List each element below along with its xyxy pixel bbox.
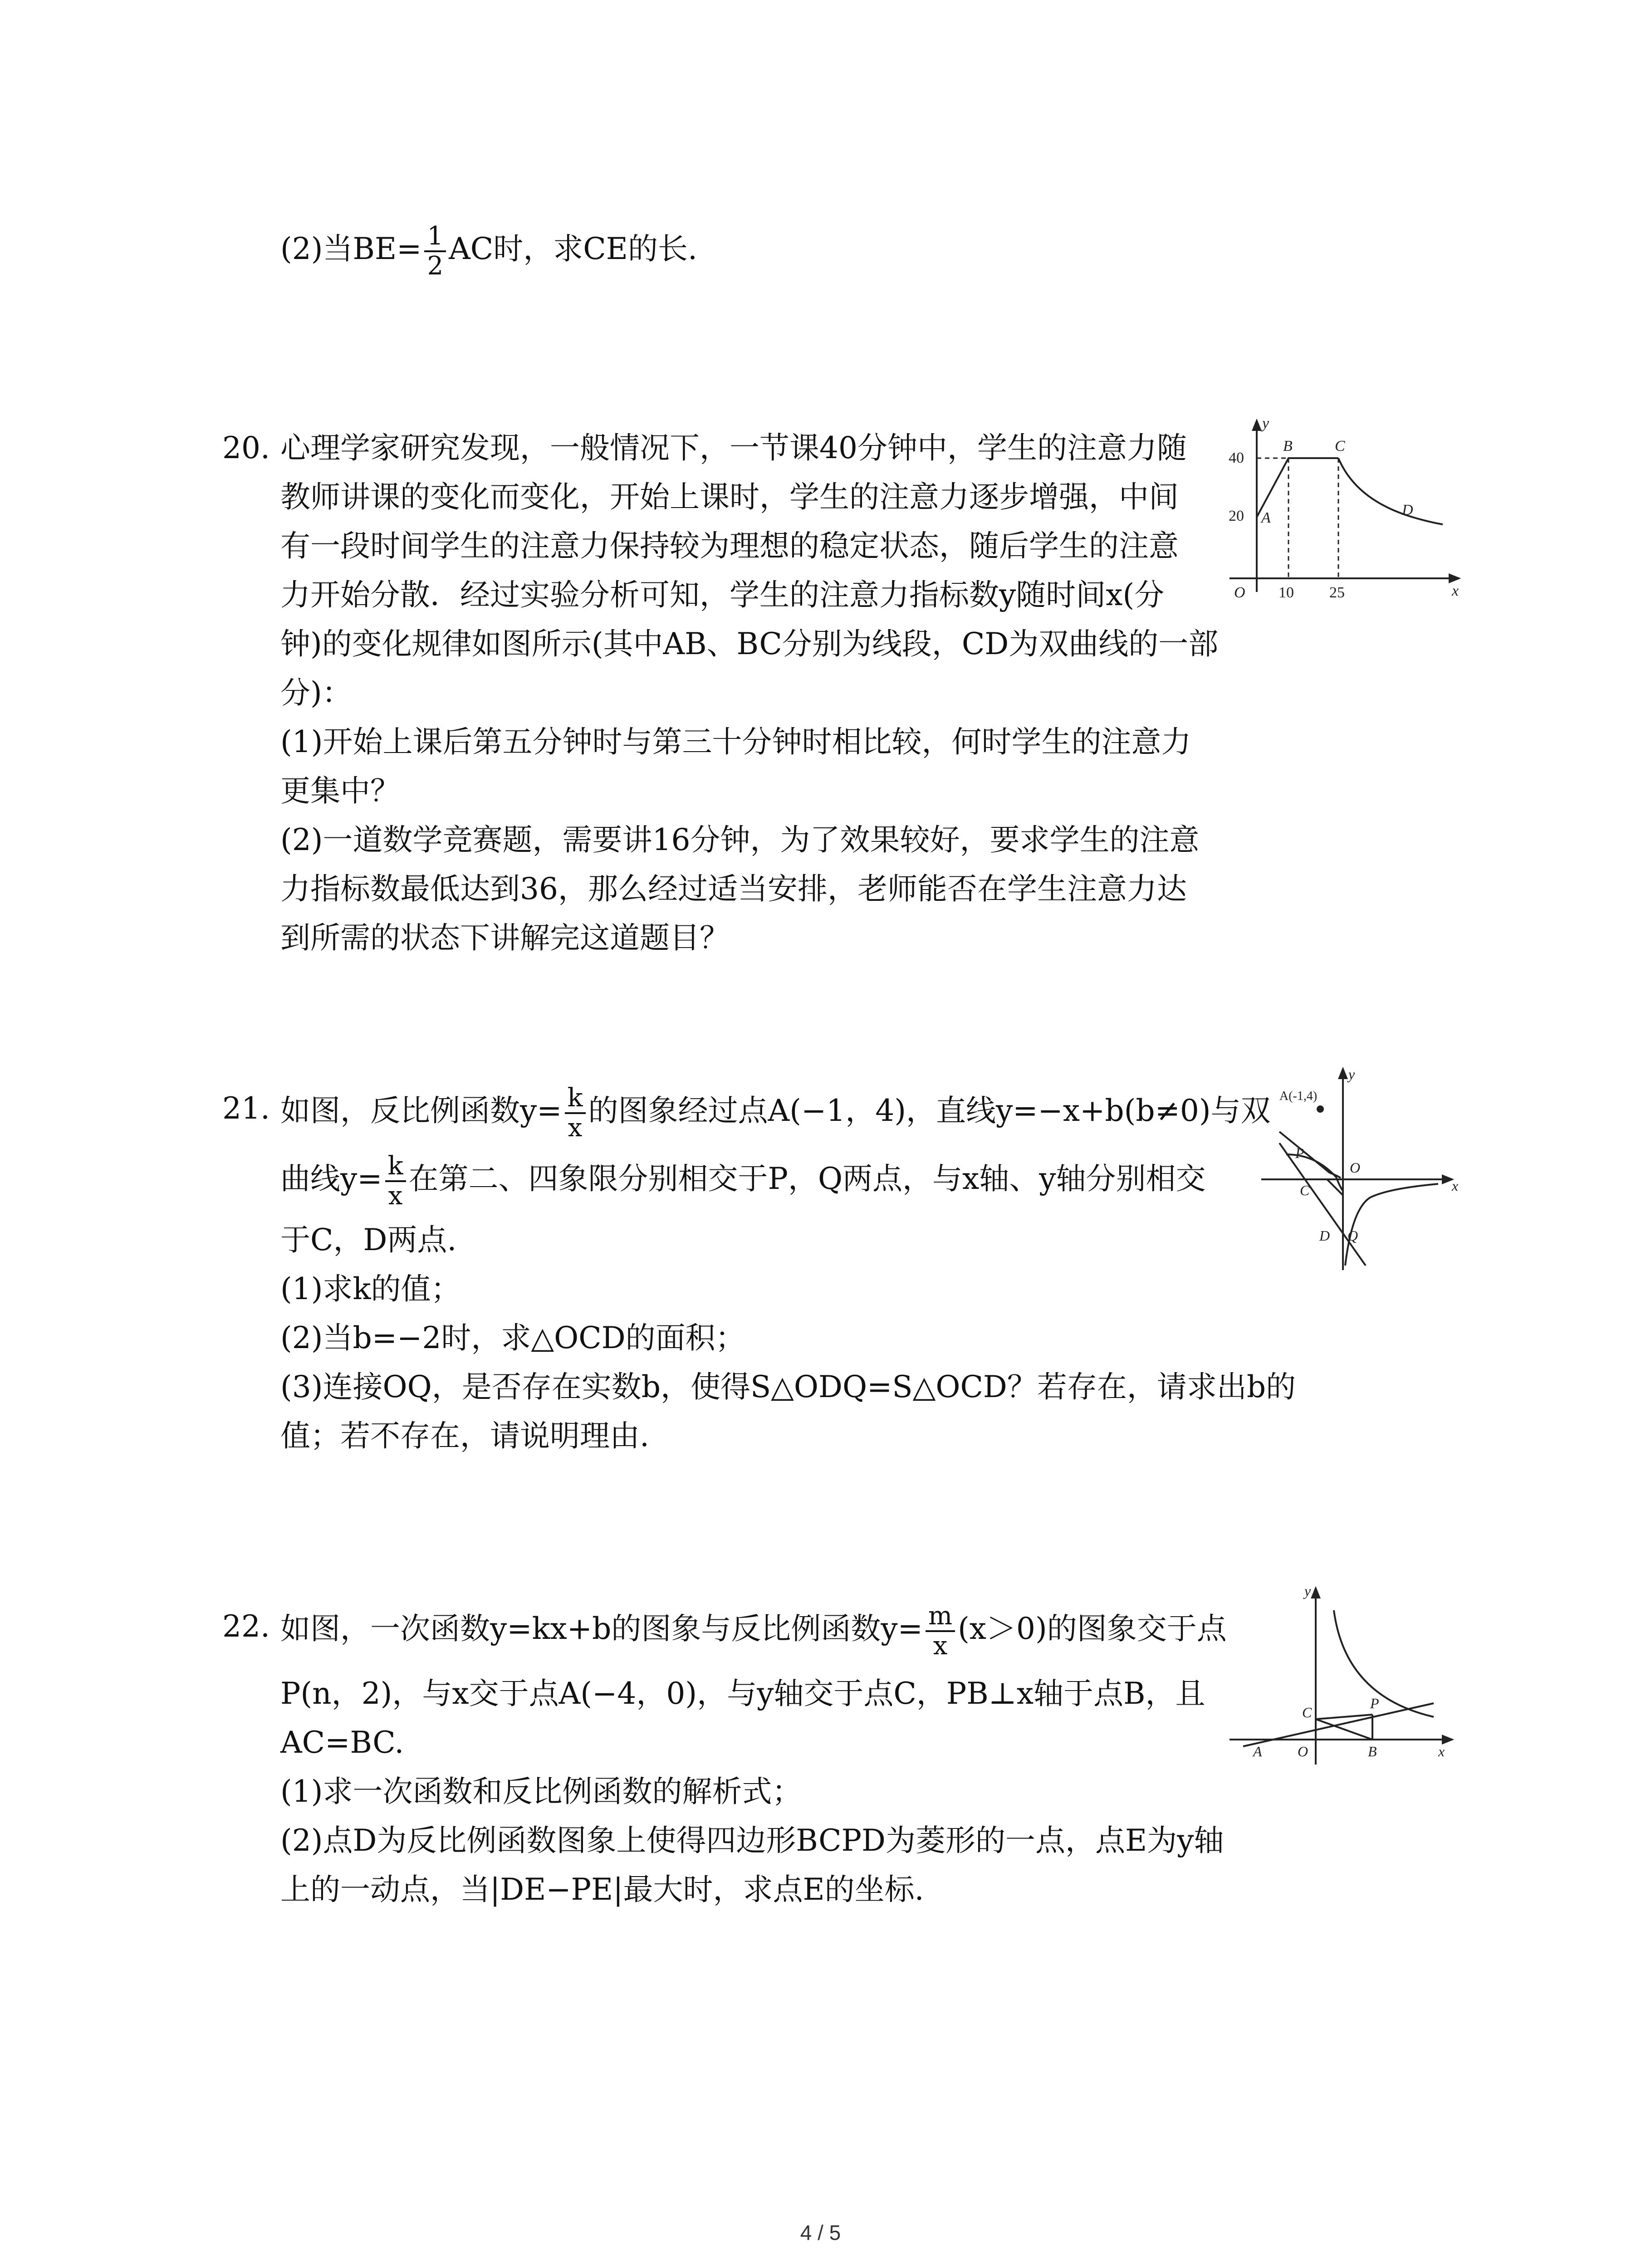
q19-part2-text-end: AC时，求CE的长.: [449, 231, 697, 266]
y-axis-arrow: [1253, 421, 1260, 430]
q21-line-7: 值；若不存在，请说明理由.: [280, 1418, 649, 1453]
point-d-label: D: [1402, 502, 1413, 518]
q22-number: 22.: [222, 1609, 270, 1644]
hyperbola-line-graph: [1252, 1059, 1470, 1272]
q22-line-1: 如图，一次函数y=kx+b的图象与反比例函数y= $\frac{m}{x}$ (x＞0)的图象交于点: [280, 1601, 1227, 1661]
q20-line-6: 分)：: [280, 675, 352, 710]
q21-line-6: (3)连接OQ，是否存在实数b，使得S△ODQ=S△OCD？若存在，请求出b的: [280, 1369, 1296, 1404]
q20-line-1: 心理学家研究发现，一般情况下，一节课40分钟中，学生的注意力随: [280, 430, 1187, 465]
q21-line-2: 曲线y= $\frac{k}{x}$ 在第二、四象限分别相交于P，Q两点，与x轴、y轴分别相交: [280, 1151, 1206, 1211]
page-number: 4 / 5: [800, 2221, 841, 2244]
curve-left: [1286, 1154, 1343, 1191]
segment-cb: [1316, 1719, 1372, 1740]
origin-label: O: [1298, 1743, 1308, 1760]
q20-line-3: 有一段时间学生的注意力保持较为理想的稳定状态，随后学生的注意: [280, 528, 1179, 563]
x-axis-label: x: [1452, 1178, 1459, 1194]
x-axis-arrow: [1450, 575, 1459, 582]
point-b-label: B: [1368, 1743, 1377, 1760]
x-axis-arrow: [1443, 1176, 1452, 1183]
tick-25: 25: [1329, 584, 1345, 599]
q20-line-7: (1)开始上课后第五分钟时与第三十分钟时相比较，何时学生的注意力: [280, 724, 1191, 759]
x-axis-arrow: [1443, 1736, 1452, 1743]
tick-10: 10: [1279, 584, 1294, 599]
linear-inverse-graph: [1225, 1583, 1470, 1778]
q20-line-8: 更集中？: [280, 773, 400, 808]
q21-line-5: (2)当b=−2时，求△OCD的面积；: [280, 1320, 745, 1355]
segments-ab-bc: [1257, 458, 1338, 517]
hyperbola-cd: [1338, 458, 1443, 524]
x-axis-label: x: [1438, 1743, 1445, 1760]
fraction: $\frac{k}{x}$: [385, 1152, 406, 1210]
tick-20: 20: [1229, 508, 1244, 524]
q22-figure: [1225, 1583, 1470, 1780]
y-axis-arrow: [1339, 1069, 1347, 1078]
q20-line-10: 力指标数最低达到36，那么经过适当安排，老师能否在学生注意力达: [280, 871, 1187, 906]
y-axis-label: y: [1304, 1583, 1311, 1599]
q21-number: 21.: [222, 1091, 270, 1126]
y-axis-label: y: [1262, 417, 1269, 432]
q19-part2: [280, 222, 697, 280]
tick-40: 40: [1229, 450, 1244, 466]
point-a-label: A: [1253, 1743, 1262, 1760]
point-p-label: P: [1295, 1145, 1304, 1161]
point-a-label: A: [1261, 509, 1271, 526]
point-a: [1317, 1105, 1324, 1113]
hyperbola-branch-4: [1345, 1184, 1438, 1266]
point-q-label: Q: [1347, 1227, 1358, 1244]
origin-label: O: [1234, 584, 1245, 599]
q21-figure: [1252, 1059, 1470, 1274]
q21-line-4: (1)求k的值；: [280, 1271, 461, 1306]
x-axis-label: x: [1452, 582, 1459, 599]
q20-line-11: 到所需的状态下讲解完这道题目？: [280, 920, 730, 955]
q22-line-5: (2)点D为反比例函数图象上使得四边形BCPD为菱形的一点，点E为y轴: [280, 1823, 1224, 1858]
q19-part2-text: (2)当BE=: [280, 231, 422, 266]
fraction: $\frac{m}{x}$: [926, 1602, 955, 1660]
fraction: $\frac{1}{2}$: [424, 222, 446, 280]
q20-line-9: (2)一道数学竞赛题，需要讲16分钟，为了效果较好，要求学生的注意: [280, 822, 1200, 857]
q20-line-5: 钟)的变化规律如图所示(其中AB、BC分别为线段，CD为双曲线的一部: [280, 626, 1219, 661]
y-axis-arrow: [1312, 1589, 1319, 1598]
attention-graph: [1220, 417, 1465, 599]
q22-line-3: AC=BC.: [280, 1725, 404, 1760]
point-c-label: C: [1302, 1704, 1312, 1721]
point-c-label: C: [1335, 438, 1345, 455]
q21-line-3: 于C，D两点.: [280, 1222, 457, 1257]
fraction: $\frac{k}{x}$: [565, 1084, 586, 1142]
point-c-label: C: [1300, 1182, 1310, 1198]
q21-line-1: 如图，反比例函数y= $\frac{k}{x}$ 的图象经过点A(−1，4)，直线y=−x+b(b≠0)与双: [280, 1083, 1271, 1143]
q22-line-6: 上的一动点，当|DE−PE|最大时，求点E的坐标.: [280, 1872, 924, 1907]
point-a-label: A(-1,4): [1279, 1089, 1318, 1103]
point-d-label: D: [1319, 1227, 1330, 1244]
q20-number: 20.: [222, 430, 270, 465]
q20-line-2: 教师讲课的变化而变化，开始上课时，学生的注意力逐步增强，中间: [280, 479, 1179, 514]
q22-line-4: (1)求一次函数和反比例函数的解析式；: [280, 1774, 802, 1809]
inverse-curve: [1334, 1610, 1434, 1717]
point-p-label: P: [1370, 1695, 1379, 1711]
point-b-label: B: [1283, 438, 1293, 455]
q20-figure: [1220, 417, 1465, 601]
q20-line-4: 力开始分散．经过实验分析可知，学生的注意力指标数y随时间x(分: [280, 577, 1165, 612]
y-axis-label: y: [1348, 1066, 1355, 1082]
origin-label: O: [1350, 1159, 1361, 1176]
q22-line-2: P(n，2)，与x交于点A(−4，0)，与y轴交于点C，PB⊥x轴于点B，且: [280, 1676, 1205, 1711]
